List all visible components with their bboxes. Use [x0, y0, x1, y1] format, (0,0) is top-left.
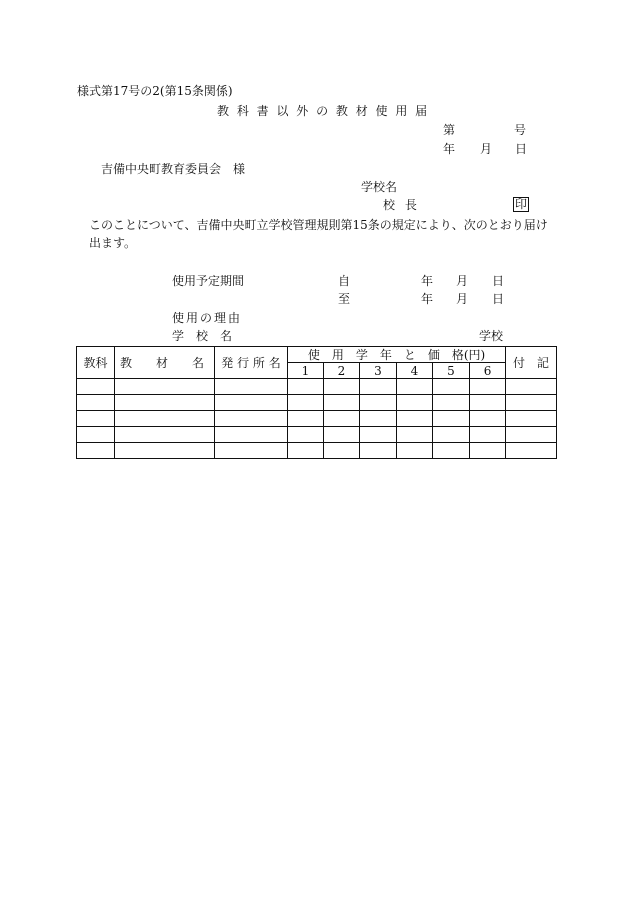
table-row [77, 443, 557, 459]
period-to: 至 [338, 292, 351, 306]
table-cell[interactable] [215, 379, 288, 395]
addressee: 吉備中央町教育委員会 様 [101, 162, 246, 176]
seal-label: 印 [515, 197, 528, 211]
table-cell[interactable] [506, 427, 557, 443]
date-day: 日 [515, 142, 528, 156]
table-cell[interactable] [288, 427, 324, 443]
table-cell[interactable] [77, 443, 115, 459]
page-title: 教 科 書 以 外 の 教 材 使 用 届 [217, 104, 430, 118]
period-to-year: 年 [421, 292, 434, 306]
number-dai: 第 [443, 123, 456, 137]
period-label: 使用予定期間 [172, 274, 245, 288]
table-cell[interactable] [215, 427, 288, 443]
principal-label: 校 長 [383, 198, 420, 212]
table-cell[interactable] [115, 395, 215, 411]
table-cell[interactable] [360, 379, 397, 395]
table-cell[interactable] [433, 379, 470, 395]
table-cell[interactable] [360, 395, 397, 411]
table-row [77, 411, 557, 427]
table-cell[interactable] [470, 443, 506, 459]
table-cell[interactable] [324, 379, 360, 395]
reason-label: 使用の理由 [172, 311, 243, 325]
table-cell[interactable] [288, 395, 324, 411]
table-cell[interactable] [288, 411, 324, 427]
date-year: 年 [443, 142, 456, 156]
table-cell[interactable] [397, 411, 433, 427]
table-cell[interactable] [470, 427, 506, 443]
table-cell[interactable] [506, 379, 557, 395]
body-text-line2: 出ます。 [89, 236, 137, 250]
table-cell[interactable] [433, 427, 470, 443]
grade-header: 1 [288, 363, 324, 379]
table-cell[interactable] [397, 379, 433, 395]
table-cell[interactable] [470, 411, 506, 427]
table-cell[interactable] [506, 443, 557, 459]
seal-mark [513, 197, 529, 212]
table-cell[interactable] [360, 411, 397, 427]
col-publisher-header: 発 行 所 名 [215, 347, 288, 379]
table-cell[interactable] [77, 379, 115, 395]
table-cell[interactable] [115, 443, 215, 459]
materials-table [76, 346, 557, 459]
body-text-line1: このことについて、吉備中央町立学校管理規則第15条の規定により、次のとおり届け [89, 218, 548, 232]
table-cell[interactable] [397, 443, 433, 459]
table-cell[interactable] [215, 411, 288, 427]
school-label: 学 校 名 [172, 329, 233, 343]
number-go: 号 [514, 123, 527, 137]
col-note-header: 付 記 [506, 347, 557, 379]
table-cell[interactable] [77, 427, 115, 443]
period-from: 自 [338, 274, 351, 288]
table-cell[interactable] [397, 427, 433, 443]
table-cell[interactable] [324, 395, 360, 411]
period-to-day: 日 [492, 292, 505, 306]
table-cell[interactable] [215, 443, 288, 459]
table-cell[interactable] [115, 427, 215, 443]
grade-header: 3 [360, 363, 397, 379]
table-cell[interactable] [288, 443, 324, 459]
table-cell[interactable] [397, 395, 433, 411]
table-cell[interactable] [324, 427, 360, 443]
school-suffix: 学校 [479, 329, 504, 343]
table-row [77, 427, 557, 443]
col-material-header: 教 材 名 [115, 347, 215, 379]
table-cell[interactable] [324, 443, 360, 459]
table-cell[interactable] [215, 395, 288, 411]
col-grade-price-header: 使 用 学 年 と 価 格(円) [288, 347, 506, 363]
school-name-label: 学校名 [361, 180, 398, 194]
table-cell[interactable] [506, 395, 557, 411]
form-number: 様式第17号の2(第15条関係) [77, 84, 233, 98]
table-cell[interactable] [288, 379, 324, 395]
date-month: 月 [480, 142, 493, 156]
table-row [77, 379, 557, 395]
col-subject-header: 教科 [77, 347, 115, 379]
grade-header: 6 [470, 363, 506, 379]
grade-header: 2 [324, 363, 360, 379]
table-cell[interactable] [470, 379, 506, 395]
table-cell[interactable] [115, 411, 215, 427]
table-cell[interactable] [360, 443, 397, 459]
period-from-month: 月 [456, 274, 469, 288]
table-cell[interactable] [77, 411, 115, 427]
table-cell[interactable] [433, 411, 470, 427]
table-cell[interactable] [506, 411, 557, 427]
period-from-day: 日 [492, 274, 505, 288]
table-cell[interactable] [324, 411, 360, 427]
table-row [77, 395, 557, 411]
table-cell[interactable] [433, 395, 470, 411]
grade-header: 4 [397, 363, 433, 379]
table-header-row [77, 347, 557, 363]
grade-header: 5 [433, 363, 470, 379]
table-cell[interactable] [77, 395, 115, 411]
table-cell[interactable] [470, 395, 506, 411]
table-cell[interactable] [360, 427, 397, 443]
table-cell[interactable] [433, 443, 470, 459]
period-to-month: 月 [456, 292, 469, 306]
table-cell[interactable] [115, 379, 215, 395]
period-from-year: 年 [421, 274, 434, 288]
